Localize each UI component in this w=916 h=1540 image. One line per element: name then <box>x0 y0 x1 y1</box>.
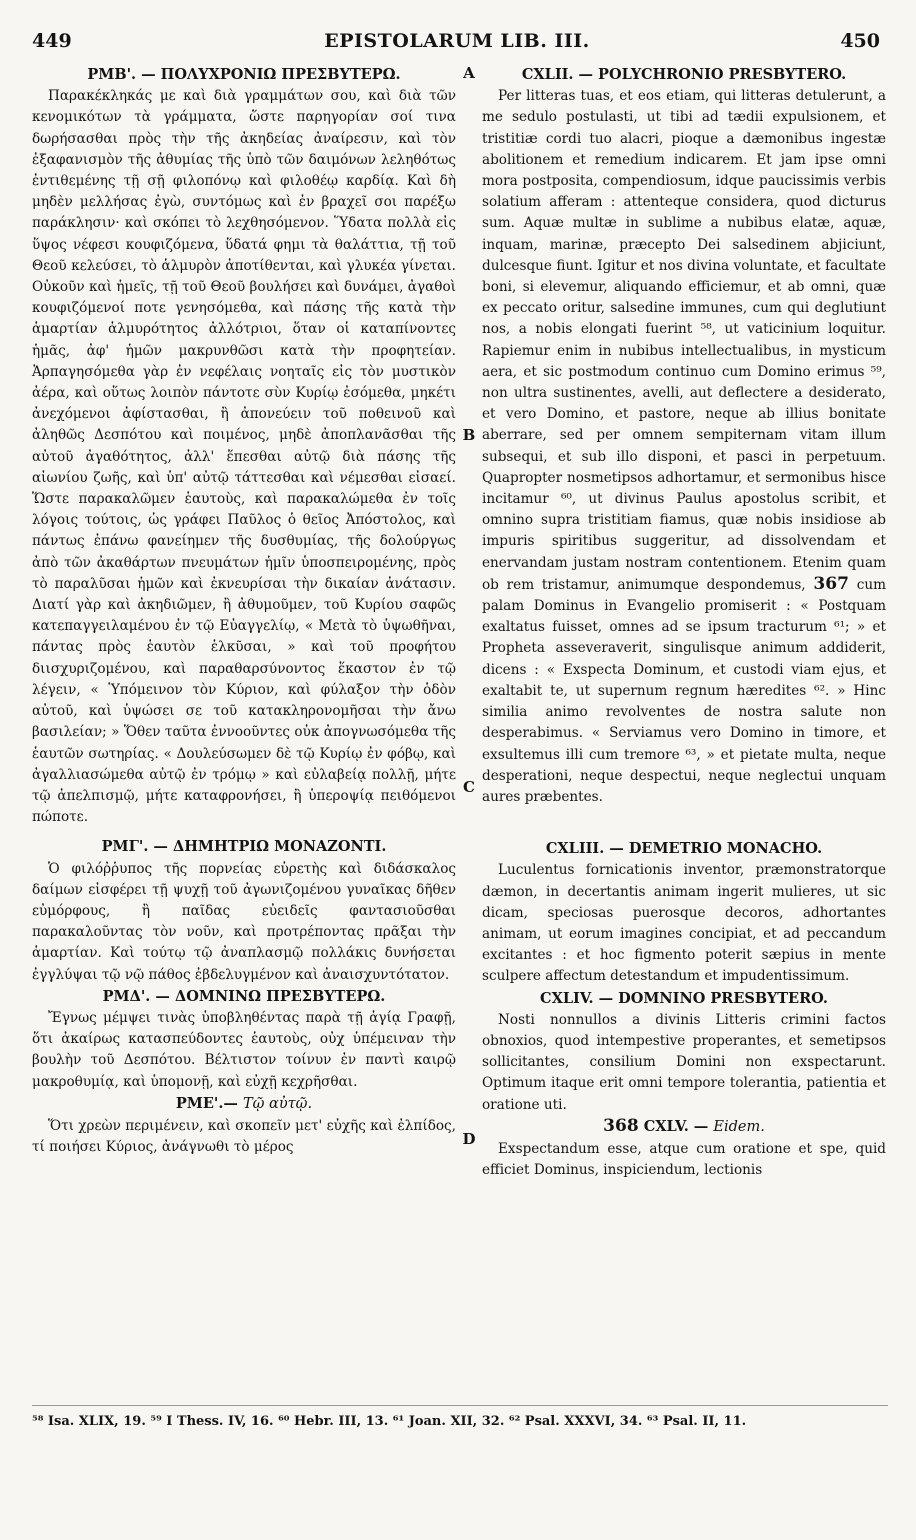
letter-text <box>482 86 886 808</box>
letter-heading: CXLIV. — DOMNINO PRESBYTERO. <box>540 989 828 1007</box>
gutter-letter: B <box>462 426 476 444</box>
letter-heading <box>482 1116 886 1138</box>
page-marker: 367 <box>813 573 849 594</box>
page <box>26 30 888 1520</box>
page-marker: 368 <box>603 1115 639 1136</box>
running-head <box>26 30 888 56</box>
gutter-letter: D <box>462 1130 476 1148</box>
letter-text-part: cum palam Dominus in Evangelio promiserit : « Postquam exaltatus fuisset, omnes ad se ipsum tracturum ⁶¹; » et Propheta asseveraverit, singulisque animum addiderit, dicens : « Exspecta Dominum, et custodi viam ejus, et exaltabit te, ut supernum regnum hæredites ⁶². » Hinc similia animo revolventes de nostra salute non desperabimus. « Serviamus vero Domino in timore, et exsultemus illi cum tremore ⁶³, » et pietate multa, neque desperationi, neque despectui, neque neglectui unquam aures præbentes. <box>482 576 886 805</box>
letter-text: Ὅτι χρεὼν περιμένειν, καὶ σκοπεῖν μετ' εὐχῆς καὶ ἐλπίδος, τί ποιήσει Κύριος, ἀνάγνωθι τὸ μέρος <box>32 1117 456 1156</box>
letter-text: Luculentus fornicationis inventor, præmonstratorque dæmon, in decertantis animam ingerit mulieres, ut sic dicam, speciosas puerosque decoros, adhortantes animam, ut eorum imagines concipiat, et ad peccandum excitantes : et hoc figmento poterit sæpius in mente sculpere affectum detestandum et impudentissimum. <box>482 862 886 985</box>
running-title: EPISTOLARUM LIB. III. <box>324 30 590 52</box>
letter-text-part: Per litteras tuas, et eos etiam, qui litteras detulerunt, a me sedulo postulasti, ut tibi ad tædii expulsionem, et tristitiæ cordi tuo alacri, pioque a dæmonibus ingestæ abolitionem et remedium indicarem. Et jam ipse omni mora postposita, compendiosum, idque paucissimis verbis solatium afferam : attenteque considera, quod dicturus sum. Aquæ multæ in sublime a nubibus elatæ, aquæ, inquam, marinæ, præcepto Dei salsedinem abjiciunt, dulcesque fiunt. Igitur et nos divina voluntate, et facultate boni, si elevemur, aliquando efficiemur, et ab omni, quæ ex peccato oritur, salsedine immunes, cum qui deglutiunt nos, a nobis elongati fuerint ⁵⁸, ut vaticinium loquitur. Rapiemur enim in nubibus intellectualibus, in mysticum aera, et sic postmodum continuo cum Domino erimus ⁵⁹, non ultra sustinentes, avelli, aut deflectere a desiderato, et vero Domino, et pastore, neque ab illius bonitate aberrare, sed per omnem sempiternam vitam illum subsequi, et sub illo disponi, et pasci in perpetuum. Quapropter nosmetipsos adhortamur, et sermonibus hisce incitamur ⁶⁰, ut divinus Paulus apostolus scribit, et omnino supra tristitiam fiamus, quæ nobis insidiose ab impuris spiritibus suggeritur, ad dissolvendam et enervandam justam nostram contentionem. Etenim quam ob rem tristamur, animumque despondemus, <box>482 88 886 593</box>
heading-addressee: Eidem. <box>713 1118 765 1135</box>
footnotes: ⁵⁸ Isa. XLIX, 19. ⁵⁹ I Thess. IV, 16. ⁶⁰ Hebr. III, 13. ⁶¹ Joan. XII, 32. ⁶² Psal. XXXVI, 34. ⁶³ Psal. II, 11. <box>32 1405 888 1432</box>
gutter-letter: C <box>463 778 475 796</box>
letter-heading: ΡΜΓ'. — ΔΗΜΗΤΡΙΩ ΜΟΝΑΖΟΝΤΙ. <box>101 838 387 856</box>
heading-addressee: Τῷ αὐτῷ. <box>242 1095 313 1112</box>
letter-heading: CXLIII. — DEMETRIO MONACHO. <box>545 840 823 858</box>
letter-heading <box>32 1093 456 1115</box>
latin-column <box>482 64 886 1181</box>
letter-text: Ἔγνως μέμψει τινὰς ὑποβληθέντας παρὰ τῇ ἁγίᾳ Γραφῇ, ὅτι ἀκαίρως κατασπεύδοντες ἑαυτοὺς, οὐχ ὑπέμειναν τὴν βουλὴν τοῦ Δεσπότου. Βέλτιστον τοίνυν ἐν παντὶ καιρῷ μακροθυμίᾳ, καὶ ὑπομονῇ, καὶ εὐχῇ κεχρῆσθαι. <box>32 1009 456 1090</box>
letter-heading: ΡΜΒ'. — ΠΟΛΥΧΡΟΝΙΩ ΠΡΕΣΒΥΤΕΡΩ. <box>87 66 401 83</box>
letter-text: Ὁ φιλόῤῥυπος τῆς πορνείας εὑρετὴς καὶ διδάσκαλος δαίμων εἰσφέρει τῇ ψυχῇ τοῦ ἀγωνιζομένου γυναῖκας δῆθεν εὐμόρφους, ἢ παῖδας εὐειδεῖς φαντασιοῦσθαι παρακαλοῦντας τὸν νοῦν, καὶ προτρέποντας πρᾶξαι τὴν ἁμαρτίαν. Καὶ τούτῳ τῷ ἀναπλασμῷ πολλάκις δυνήσεται ἐγγλύψαι τῷ νῷ πάθος ἐβδελυγμένον καὶ ἀναισχυντότατον. <box>32 860 456 983</box>
page-number-right: 450 <box>840 30 880 52</box>
heading-number: ΡΜΕ'.— <box>175 1094 243 1112</box>
two-column-body <box>26 64 888 1404</box>
heading-number: CXLV. — <box>638 1117 714 1135</box>
letter-heading: CXLII. — POLYCHRONIO PRESBYTERO. <box>521 66 847 83</box>
letter-text: Exspectandum esse, atque cum oratione et spe, quid efficiet Dominus, inspiciendum, lectionis <box>482 1140 886 1179</box>
letter-text: Παρακέκληκάς με καὶ διὰ γραμμάτων σου, καὶ διὰ τῶν κενομικότων τὰ γράμματα, ὥστε παρηγορίαν σοί τινα δωρήσασθαι πρὸς τὴν τῆς ἀκηδείας ἀναίρεσιν, καὶ τὸν ἐξαφανισμὸν τῆς ἀθυμίας τῆς ὑπὸ τῶν δαιμόνων λεληθότως ἐντιθεμένης τῇ σῇ φιλοπόνῳ καὶ φιλοθέῳ καρδίᾳ. Καὶ δὴ μηδὲν μελλήσας ἐγὼ, συντόμως καὶ ἐν βραχεῖ σοι παρέξω παράκλησιν· καὶ σκόπει τὸ λεχθησόμενον. Ὕδατα πολλὰ εἰς ὕψος νέφεσι κουφιζόμενα, ὕδατά φημι τὰ θαλάττια, τῇ τοῦ Θεοῦ κελεύσει, τὸ ἁλμυρὸν ἀποτίθενται, καὶ γλυκέα γίνεται. Οὐκοῦν καὶ ἡμεῖς, τῇ τοῦ Θεοῦ βουλήσει καὶ δυνάμει, ἀγαθοὶ κουφιζόμενοί ποτε γενησόμεθα, καὶ πάσης τῆς κατὰ τὴν ἁμαρτίαν ἁλμυρότητος ἀλλότριοι, ὅταν οἱ καταπίνοντες ἡμᾶς, ἀφ' ἡμῶν μακρυνθῶσι κατὰ τὴν προφητείαν. Ἁρπαγησόμεθα γὰρ ἐν νεφέλαις νοηταῖς εἰς τὸν μυστικὸν ἀέρα, καὶ οὕτως λοιπὸν πάντοτε σὺν Κυρίῳ ἐσόμεθα, μηκέτι ἀνεχόμενοι ἀφίστασθαι, ἢ ἀπονεύειν τοῦ ποθεινοῦ καὶ ἀληθῶς Δεσπότου καὶ ποιμένος, μηδὲ ἀποπλανᾶσθαι τῆς αὐτοῦ ἀγαθότητος, ἀλλ' ἕπεσθαι αὐτῷ διὰ πάσης τῆς αἰωνίου ζωῆς, καὶ ὑπ' αὐτῷ τάττεσθαι καὶ νέμεσθαι εἰσαεί. Ὥστε παρακαλῶμεν ἑαυτοὺς, καὶ παρακαλώμεθα ἐν τοῖς λόγοις τούτοις, ὡς γράφει Παῦλος ὁ θεῖος Ἀπόστολος, καὶ πάντως ἐπάνω φανείημεν τῆς δυσθυμίας, τῆς δολούργως ἀπὸ τῶν ἀκαθάρτων πνευμάτων ἡμῖν ὑποσπειρομένης, πρὸς τὸ παραλῦσαι ἡμῶν καὶ ἐκνευρίσαι τὴν δικαίαν ἀνάτασιν. Διατί γὰρ καὶ ἀκηδιῶμεν, ἢ ἀθυμοῦμεν, τοῦ Κυρίου σαφῶς κατεπαγγειλαμένου ἐν τῷ Εὐαγγελίῳ, « Μετὰ τὸ ὑψωθῆναι, πάντας πρὸς ἑαυτὸν ἑλκῦσαι, » καὶ τοῦ προφήτου διισχυριζομένου, καὶ παραθαρσύνοντος ἕκαστον ἐν τῷ λέγειν, « Ὑπόμεινον τὸν Κύριον, καὶ φύλαξον τὴν ὁδὸν αὐτοῦ, καὶ ὑψώσει σε τοῦ κατακληρονομῆσαι τὴν ἄνω βασιλείαν; » Ὅθεν ταῦτα ἐννοοῦντες οὐκ ἀπογνωσόμεθα τῆς ἑαυτῶν σωτηρίας. « Δουλεύσωμεν δὲ τῷ Κυρίῳ ἐν φόβῳ, καὶ ἀγαλλιασώμεθα αὐτῷ ἐν τρόμῳ » καὶ εὐλαβείᾳ πολλῇ, μήτε τῷ ἀπελπισμῷ, μήτε καταφρονήσει, ἢ ὑπεροψίᾳ πειθόμενοι πώποτε. <box>32 88 456 826</box>
letter-heading: ΡΜΔ'. — ΔΟΜΝΙΝΩ ΠΡΕΣΒΥΤΕΡΩ. <box>102 987 386 1005</box>
gutter-letter: A <box>463 64 475 82</box>
letter-text: Nosti nonnullos a divinis Litteris crimini factos obnoxios, quod intempestive properantes, et semetipsos sollicitantes, consilium Domini non exspectarunt. Optimum itaque erit omni tempore tolerantia, patientia et oratione uti. <box>482 1011 886 1113</box>
page-number-left: 449 <box>32 30 72 52</box>
greek-column <box>32 64 456 1158</box>
